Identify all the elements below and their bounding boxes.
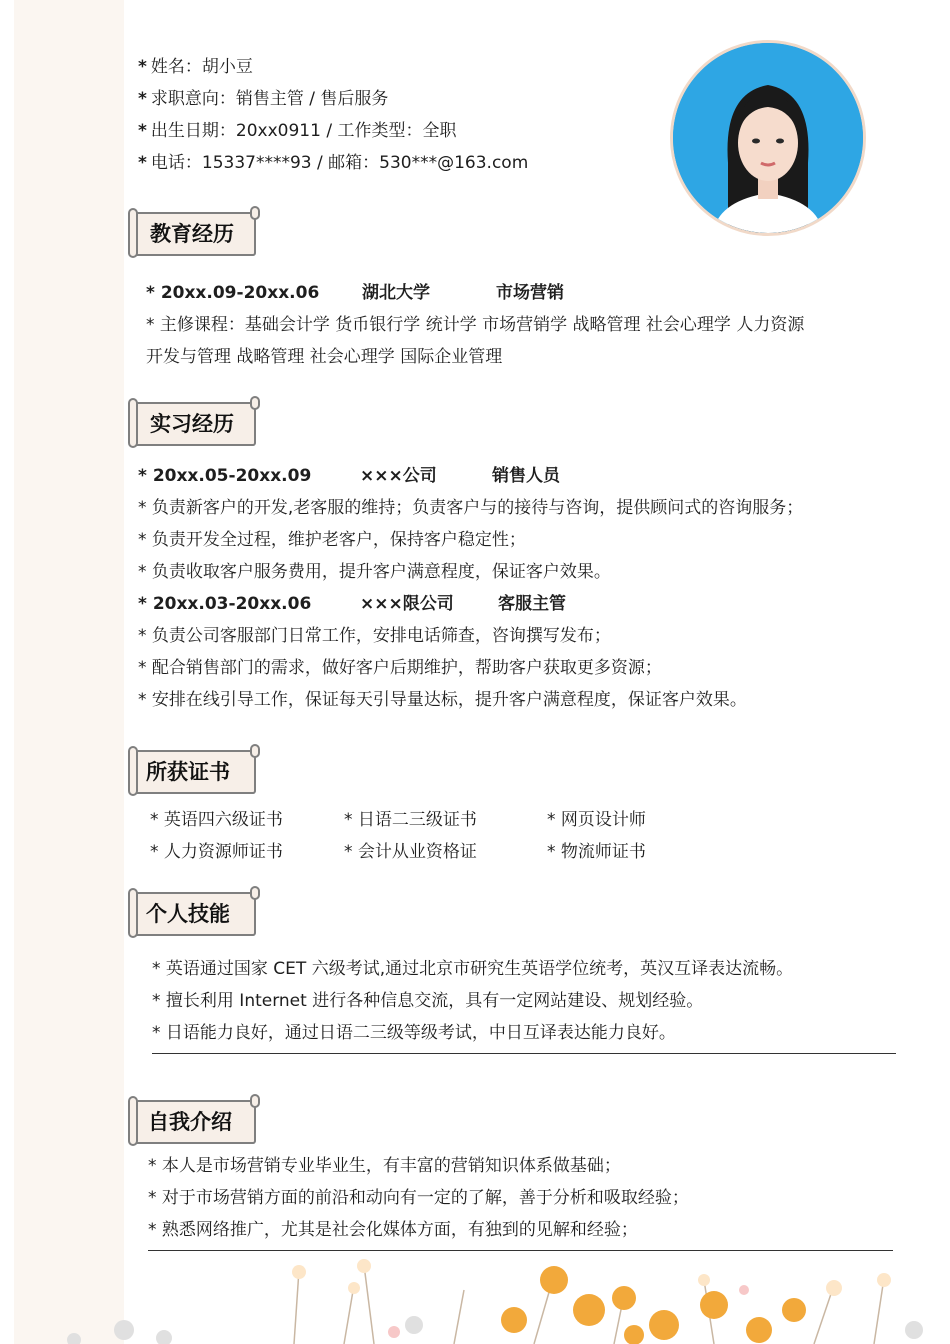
education-school: 湖北大学 (362, 283, 430, 303)
section-header-skills (132, 886, 260, 936)
portrait-photo (670, 40, 866, 236)
certificate-item: * 人力资源师证书 (150, 842, 283, 862)
job-1-duty: * 负责开发全过程，维护老客户，保持客户稳定性； (138, 530, 526, 550)
flower-decoration-icon (14, 1250, 950, 1344)
section-title: 实习经历 (150, 412, 234, 436)
divider (152, 1053, 896, 1054)
skill-item: * 日语能力良好，通过日语二三级等级考试，中日互译表达能力良好。 (152, 1023, 676, 1043)
job-1-duty: * 负责收取客户服务费用，提升客户满意程度，保证客户效果。 (138, 562, 611, 582)
section-title: 教育经历 (150, 222, 234, 246)
section-title: 所获证书 (146, 760, 230, 784)
job-1-duty: * 负责新客户的开发,老客服的维持；负责客户与的接待与咨询，提供顾问式的咨询服务； (138, 498, 804, 518)
certificate-item: * 网页设计师 (547, 810, 646, 830)
section-title: 个人技能 (146, 902, 230, 926)
education-major: 市场营销 (496, 283, 564, 303)
section-header-education (132, 206, 260, 256)
skill-item: * 擅长利用 Internet 进行各种信息交流，具有一定网站建设、规划经验。 (152, 991, 704, 1011)
name-value: 胡小豆 (201, 57, 253, 77)
certificate-item: * 会计从业资格证 (344, 842, 477, 862)
info-birth: * 出生日期：20xx0911 / 工作类型：全职 (138, 121, 457, 141)
section-title: 自我介绍 (148, 1110, 232, 1134)
side-strip (14, 0, 124, 1344)
self-intro-item: * 对于市场营销方面的前沿和动向有一定的了解，善于分析和吸取经验； (148, 1188, 689, 1208)
job-1-header: * 20xx.05-20xx.09 (138, 466, 312, 486)
skill-item: * 英语通过国家 CET 六级考试,通过北京市研究生英语学位统考，英汉互译表达流畅。 (152, 959, 794, 979)
job-2-position: 客服主管 (498, 594, 566, 614)
section-header-self-intro (132, 1094, 260, 1144)
certificate-item: * 英语四六级证书 (150, 810, 283, 830)
job-2-duty: * 负责公司客服部门日常工作，安排电话筛查，咨询撰写发布； (138, 626, 611, 646)
education-courses-cont: 开发与管理 战略管理 社会心理学 国际企业管理 (146, 347, 503, 367)
portrait-icon (673, 43, 863, 233)
job-1-company: ×××公司 (360, 466, 437, 486)
education-courses: * 主修课程：基础会计学 货币银行学 统计学 市场营销学 战略管理 社会心理学 人力资源 (146, 315, 805, 335)
certificate-item: * 日语二三级证书 (344, 810, 477, 830)
section-header-internship (132, 396, 260, 446)
job-1-position: 销售人员 (492, 466, 560, 486)
self-intro-item: * 本人是市场营销专业毕业生，有丰富的营销知识体系做基础； (148, 1156, 621, 1176)
job-2-company: ×××限公司 (360, 594, 454, 614)
info-intent: * 求职意向：销售主管 / 售后服务 (138, 89, 389, 109)
info-name: * 姓名：胡小豆 (138, 57, 253, 77)
info-contact: * 电话：15337****93 / 邮箱：530***@163.com (138, 153, 529, 173)
section-header-certificates (132, 744, 260, 794)
certificate-item: * 物流师证书 (547, 842, 646, 862)
job-2-header: * 20xx.03-20xx.06 (138, 594, 312, 614)
job-2-duty: * 安排在线引导工作，保证每天引导量达标，提升客户满意程度，保证客户效果。 (138, 690, 747, 710)
job-2-duty: * 配合销售部门的需求，做好客户后期维护，帮助客户获取更多资源； (138, 658, 662, 678)
education-row: * 20xx.09-20xx.06 (146, 283, 320, 303)
self-intro-item: * 熟悉网络推广，尤其是社会化媒体方面，有独到的见解和经验； (148, 1220, 638, 1240)
